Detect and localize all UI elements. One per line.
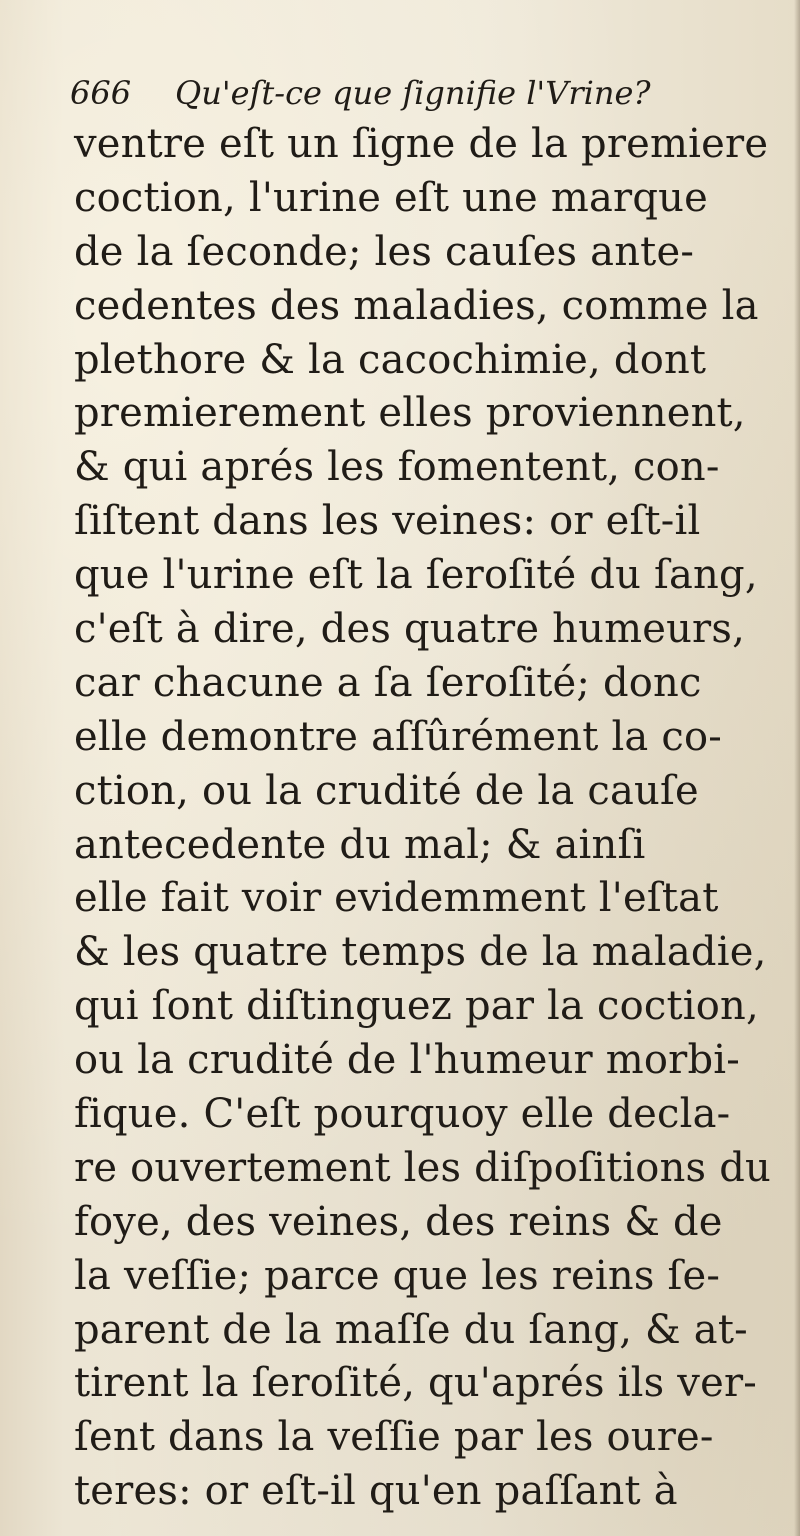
text-line: parent de la maſſe du ſang, & at-: [74, 1306, 748, 1353]
body-text: [74, 118, 774, 1519]
text-line: car chacune a ſa ſeroſité; donc: [74, 659, 702, 706]
running-title: Qu'eſt-ce que ſignifie l'Vrine?: [175, 74, 651, 112]
text-line: que l'urine eſt la ſeroſité du ſang,: [74, 552, 758, 599]
text-line: & qui aprés les fomentent, con-: [74, 444, 720, 491]
text-line: re ouvertement les diſpoſitions du: [74, 1144, 771, 1191]
text-line: de la ſeconde; les cauſes ante-: [74, 228, 695, 275]
text-line: c'eſt à dire, des quatre humeurs,: [74, 606, 746, 653]
text-line: tirent la ſeroſité, qu'aprés ils ver-: [74, 1360, 758, 1407]
text-line: coction, l'urine eſt une marque: [74, 174, 708, 221]
text-line: cedentes des maladies, comme la: [74, 282, 759, 329]
running-head: [70, 70, 770, 116]
text-line: ction, ou la crudité de la cauſe: [74, 767, 699, 814]
text-line: qui ſont diſtinguez par la coction,: [74, 983, 759, 1030]
text-line: teres: or eſt-il qu'en paſſant à: [74, 1468, 678, 1515]
text-line: fique. C'eſt pourquoy elle decla-: [74, 1091, 731, 1138]
text-line: ou la crudité de l'humeur morbi-: [74, 1037, 741, 1084]
text-line: ſiſtent dans les veines: or eſt-il: [74, 498, 701, 545]
page-number: 666: [70, 74, 132, 112]
text-line: ſent dans la veſſie par les oure-: [74, 1414, 714, 1461]
text-line: plethore & la cacochimie, dont: [74, 336, 707, 383]
text-line: la veſſie; parce que les reins ſe-: [74, 1252, 721, 1299]
text-line: antecedente du mal; & ainſi: [74, 821, 646, 868]
text-line: ventre eſt un ſigne de la premiere: [74, 121, 769, 167]
text-line: elle fait voir evidemment l'eſtat: [74, 875, 719, 922]
text-line: foye, des veines, des reins & de: [74, 1198, 723, 1245]
text-line: & les quatre temps de la maladie,: [74, 929, 767, 976]
text-line: elle demontre aſſûrément la co-: [74, 713, 722, 760]
page-edge-shadow: [794, 0, 800, 1536]
text-line: premierement elles proviennent,: [74, 390, 746, 437]
